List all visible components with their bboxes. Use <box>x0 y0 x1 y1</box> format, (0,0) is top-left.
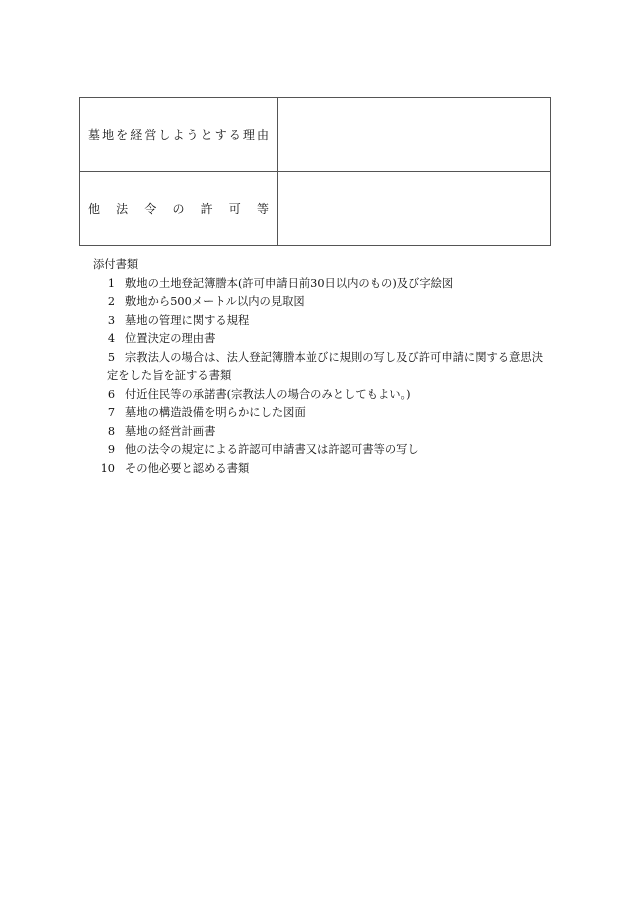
table-row <box>80 98 551 172</box>
item-text <box>125 275 453 294</box>
item-text <box>125 404 306 423</box>
item-line: 宗教法人の場合は、法人登記簿謄本並びに規則の写し及び許可申請に関する意思決 <box>125 350 543 364</box>
label-char: 可 <box>228 201 241 216</box>
item-number: 7 <box>107 406 115 419</box>
item-number: 10 <box>100 461 115 475</box>
item-number: 9 <box>107 443 115 456</box>
item-text <box>125 423 215 442</box>
item-number: 2 <box>107 295 115 308</box>
attachments-section <box>93 256 563 478</box>
label-char: 墓 <box>88 127 101 142</box>
item-line: 他の法令の規定による許認可申請書又は許認可書等の写し <box>125 443 419 456</box>
item-line: その他必要と認める書類 <box>125 461 250 475</box>
list-item <box>93 441 563 460</box>
label-char: し <box>158 127 171 142</box>
label-char: 地 <box>102 127 115 142</box>
item-text <box>125 312 249 331</box>
item-text <box>125 386 411 405</box>
item-text <box>125 330 215 349</box>
label-char: と <box>200 127 213 142</box>
label-char: よ <box>172 127 185 142</box>
label-char: 法 <box>116 201 129 216</box>
item-text <box>107 349 543 386</box>
label-char: 他 <box>88 201 101 216</box>
list-item <box>93 330 563 349</box>
label-char: 経 <box>130 127 143 142</box>
list-item <box>93 423 563 442</box>
label-char: る <box>228 127 241 142</box>
item-line: 墓地の構造設備を明らかにした図面 <box>125 406 306 419</box>
label-char: 営 <box>144 127 157 142</box>
list-item <box>93 312 563 331</box>
list-item <box>93 349 563 386</box>
application-form-table <box>79 97 551 246</box>
label-char: 等 <box>256 201 269 216</box>
item-number: 3 <box>107 313 115 327</box>
label-char: 理 <box>242 127 255 142</box>
item-line: 位置決定の理由書 <box>125 332 216 345</box>
item-text <box>125 441 419 460</box>
row-label-reason <box>80 98 278 172</box>
label-text <box>80 202 277 216</box>
list-item <box>93 404 563 423</box>
label-char: 令 <box>144 201 157 216</box>
list-item <box>93 460 563 479</box>
attachments-heading: 添付書類 <box>93 258 139 271</box>
label-char: う <box>186 127 199 142</box>
row-value-other-permits[interactable] <box>278 172 551 246</box>
item-line: 墓地の経営計画書 <box>125 424 216 438</box>
list-item <box>93 386 563 405</box>
item-number: 8 <box>107 424 115 438</box>
item-number: 6 <box>107 387 115 401</box>
table-row <box>80 172 551 246</box>
item-line: 敷地の土地登記簿謄本(許可申請日前30日以内のもの)及び字絵図 <box>125 276 454 290</box>
attachments-list <box>93 275 563 479</box>
label-char: の <box>172 201 185 216</box>
item-number: 1 <box>107 276 115 290</box>
item-number: 5 <box>107 350 115 364</box>
item-line: 敷地から500メートル以内の見取図 <box>125 295 305 308</box>
label-char: す <box>214 127 227 142</box>
row-label-other-permits <box>80 172 278 246</box>
list-item <box>93 293 563 312</box>
item-line: 付近住民等の承諾書(宗教法人の場合のみとしてもよい。) <box>125 387 411 401</box>
item-text <box>125 460 249 479</box>
row-value-reason[interactable] <box>278 98 551 172</box>
label-char: 許 <box>200 201 213 216</box>
label-text <box>80 128 277 142</box>
item-line-continued: 定をした旨を証する書類 <box>107 369 232 382</box>
item-number: 4 <box>107 332 115 345</box>
item-text <box>125 293 305 312</box>
list-item <box>93 275 563 294</box>
label-char: を <box>116 127 129 142</box>
item-line: 墓地の管理に関する規程 <box>125 313 250 327</box>
label-char: 由 <box>256 127 269 142</box>
